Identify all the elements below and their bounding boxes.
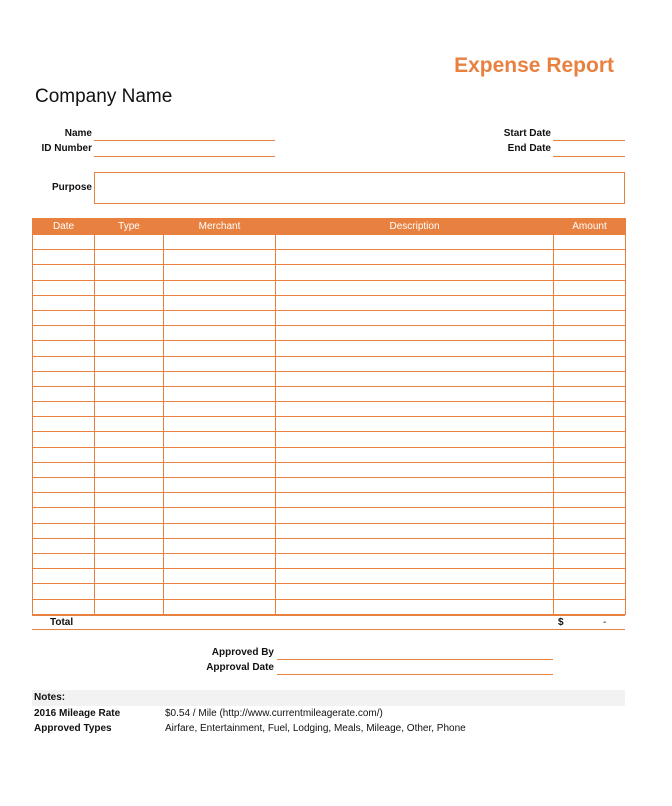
id-number-field[interactable] bbox=[94, 156, 275, 157]
cell-description[interactable] bbox=[276, 341, 554, 356]
mileage-rate-label: 2016 Mileage Rate bbox=[34, 708, 121, 719]
cell-date[interactable] bbox=[33, 371, 95, 386]
cell-type[interactable] bbox=[95, 523, 164, 538]
cell-description[interactable] bbox=[276, 326, 554, 341]
id-number-label: ID Number bbox=[41, 143, 92, 154]
table-row bbox=[33, 553, 626, 568]
cell-merchant[interactable] bbox=[164, 356, 276, 371]
cell-amount[interactable] bbox=[554, 280, 626, 295]
cell-date[interactable] bbox=[33, 569, 95, 584]
cell-merchant[interactable] bbox=[164, 493, 276, 508]
table-row bbox=[33, 462, 626, 477]
table-row bbox=[33, 417, 626, 432]
cell-description[interactable] bbox=[276, 250, 554, 265]
cell-merchant[interactable] bbox=[164, 402, 276, 417]
cell-amount[interactable] bbox=[554, 371, 626, 386]
cell-merchant[interactable] bbox=[164, 478, 276, 493]
cell-amount[interactable] bbox=[554, 478, 626, 493]
table-row bbox=[33, 493, 626, 508]
cell-date[interactable] bbox=[33, 280, 95, 295]
cell-description[interactable] bbox=[276, 538, 554, 553]
cell-merchant[interactable] bbox=[164, 250, 276, 265]
notes-heading: Notes: bbox=[34, 692, 66, 703]
col-header-amount: Amount bbox=[554, 219, 626, 235]
cell-date[interactable] bbox=[33, 538, 95, 553]
cell-merchant[interactable] bbox=[164, 265, 276, 280]
cell-date[interactable] bbox=[33, 523, 95, 538]
cell-type[interactable] bbox=[95, 295, 164, 310]
cell-date[interactable] bbox=[33, 235, 95, 250]
cell-description[interactable] bbox=[276, 265, 554, 280]
cell-type[interactable] bbox=[95, 493, 164, 508]
cell-type[interactable] bbox=[95, 402, 164, 417]
cell-date[interactable] bbox=[33, 493, 95, 508]
purpose-label: Purpose bbox=[51, 182, 92, 193]
cell-type[interactable] bbox=[95, 432, 164, 447]
approval-date-field[interactable] bbox=[277, 674, 553, 675]
table-row bbox=[33, 371, 626, 386]
cell-merchant[interactable] bbox=[164, 432, 276, 447]
start-date-label: Start Date bbox=[503, 128, 551, 139]
total-currency: $ bbox=[558, 617, 564, 628]
cell-description[interactable] bbox=[276, 417, 554, 432]
table-row bbox=[33, 523, 626, 538]
cell-merchant[interactable] bbox=[164, 310, 276, 325]
cell-description[interactable] bbox=[276, 462, 554, 477]
cell-merchant[interactable] bbox=[164, 417, 276, 432]
cell-description[interactable] bbox=[276, 493, 554, 508]
cell-description[interactable] bbox=[276, 310, 554, 325]
report-title: Expense Report bbox=[454, 54, 614, 77]
cell-amount[interactable] bbox=[554, 235, 626, 250]
cell-merchant[interactable] bbox=[164, 386, 276, 401]
cell-date[interactable] bbox=[33, 447, 95, 462]
cell-merchant[interactable] bbox=[164, 599, 276, 614]
cell-description[interactable] bbox=[276, 356, 554, 371]
col-header-type: Type bbox=[95, 219, 164, 235]
cell-merchant[interactable] bbox=[164, 280, 276, 295]
col-header-date: Date bbox=[33, 219, 95, 235]
cell-type[interactable] bbox=[95, 553, 164, 568]
cell-amount[interactable] bbox=[554, 310, 626, 325]
cell-amount[interactable] bbox=[554, 447, 626, 462]
cell-merchant[interactable] bbox=[164, 341, 276, 356]
approved-types-value: Airfare, Entertainment, Fuel, Lodging, Meals, Mileage, Other, Phone bbox=[165, 723, 466, 734]
cell-merchant[interactable] bbox=[164, 235, 276, 250]
cell-description[interactable] bbox=[276, 447, 554, 462]
notes-section bbox=[32, 690, 625, 706]
cell-type[interactable] bbox=[95, 235, 164, 250]
table-row bbox=[33, 478, 626, 493]
cell-amount[interactable] bbox=[554, 341, 626, 356]
cell-merchant[interactable] bbox=[164, 584, 276, 599]
cell-amount[interactable] bbox=[554, 569, 626, 584]
table-row bbox=[33, 447, 626, 462]
cell-amount[interactable] bbox=[554, 508, 626, 523]
table-row bbox=[33, 386, 626, 401]
cell-type[interactable] bbox=[95, 371, 164, 386]
start-date-field[interactable] bbox=[553, 140, 625, 141]
end-date-label: End Date bbox=[507, 143, 551, 154]
cell-type[interactable] bbox=[95, 538, 164, 553]
cell-description[interactable] bbox=[276, 371, 554, 386]
cell-type[interactable] bbox=[95, 326, 164, 341]
approved-types-label: Approved Types bbox=[34, 723, 112, 734]
cell-amount[interactable] bbox=[554, 326, 626, 341]
cell-amount[interactable] bbox=[554, 553, 626, 568]
total-row bbox=[32, 614, 625, 630]
cell-description[interactable] bbox=[276, 599, 554, 614]
table-row bbox=[33, 402, 626, 417]
expense-table bbox=[32, 218, 626, 615]
purpose-field[interactable] bbox=[94, 172, 625, 204]
cell-date[interactable] bbox=[33, 417, 95, 432]
cell-date[interactable] bbox=[33, 310, 95, 325]
cell-amount[interactable] bbox=[554, 417, 626, 432]
total-value: - bbox=[603, 617, 607, 628]
cell-description[interactable] bbox=[276, 569, 554, 584]
table-header-row bbox=[33, 219, 626, 235]
table-row bbox=[33, 356, 626, 371]
cell-merchant[interactable] bbox=[164, 295, 276, 310]
table-row bbox=[33, 538, 626, 553]
cell-description[interactable] bbox=[276, 235, 554, 250]
cell-amount[interactable] bbox=[554, 538, 626, 553]
cell-date[interactable] bbox=[33, 508, 95, 523]
cell-description[interactable] bbox=[276, 432, 554, 447]
cell-type[interactable] bbox=[95, 250, 164, 265]
cell-amount[interactable] bbox=[554, 432, 626, 447]
cell-date[interactable] bbox=[33, 265, 95, 280]
table-row bbox=[33, 265, 626, 280]
table-row bbox=[33, 508, 626, 523]
cell-amount[interactable] bbox=[554, 386, 626, 401]
cell-amount[interactable] bbox=[554, 356, 626, 371]
table-row bbox=[33, 280, 626, 295]
cell-date[interactable] bbox=[33, 402, 95, 417]
cell-amount[interactable] bbox=[554, 295, 626, 310]
cell-amount[interactable] bbox=[554, 523, 626, 538]
cell-type[interactable] bbox=[95, 341, 164, 356]
cell-date[interactable] bbox=[33, 326, 95, 341]
cell-description[interactable] bbox=[276, 478, 554, 493]
cell-date[interactable] bbox=[33, 386, 95, 401]
cell-merchant[interactable] bbox=[164, 462, 276, 477]
cell-description[interactable] bbox=[276, 523, 554, 538]
approved-by-label: Approved By bbox=[211, 647, 274, 658]
cell-type[interactable] bbox=[95, 569, 164, 584]
cell-amount[interactable] bbox=[554, 250, 626, 265]
table-row bbox=[33, 599, 626, 614]
cell-amount[interactable] bbox=[554, 462, 626, 477]
col-header-description: Description bbox=[276, 219, 554, 235]
cell-type[interactable] bbox=[95, 462, 164, 477]
table-row bbox=[33, 235, 626, 250]
cell-date[interactable] bbox=[33, 250, 95, 265]
cell-type[interactable] bbox=[95, 310, 164, 325]
cell-date[interactable] bbox=[33, 553, 95, 568]
cell-type[interactable] bbox=[95, 447, 164, 462]
cell-date[interactable] bbox=[33, 432, 95, 447]
cell-date[interactable] bbox=[33, 356, 95, 371]
cell-amount[interactable] bbox=[554, 493, 626, 508]
cell-description[interactable] bbox=[276, 508, 554, 523]
approved-by-field[interactable] bbox=[277, 659, 553, 660]
cell-merchant[interactable] bbox=[164, 371, 276, 386]
cell-description[interactable] bbox=[276, 280, 554, 295]
table-row bbox=[33, 432, 626, 447]
cell-merchant[interactable] bbox=[164, 553, 276, 568]
cell-merchant[interactable] bbox=[164, 538, 276, 553]
cell-date[interactable] bbox=[33, 341, 95, 356]
cell-merchant[interactable] bbox=[164, 326, 276, 341]
end-date-field[interactable] bbox=[553, 156, 625, 157]
cell-amount[interactable] bbox=[554, 402, 626, 417]
cell-type[interactable] bbox=[95, 508, 164, 523]
cell-merchant[interactable] bbox=[164, 508, 276, 523]
cell-type[interactable] bbox=[95, 599, 164, 614]
cell-type[interactable] bbox=[95, 265, 164, 280]
cell-merchant[interactable] bbox=[164, 569, 276, 584]
table-row bbox=[33, 584, 626, 599]
cell-merchant[interactable] bbox=[164, 523, 276, 538]
cell-description[interactable] bbox=[276, 402, 554, 417]
table-row bbox=[33, 310, 626, 325]
name-field[interactable] bbox=[94, 140, 275, 141]
company-name: Company Name bbox=[35, 86, 173, 107]
table-row bbox=[33, 326, 626, 341]
mileage-rate-value: $0.54 / Mile (http://www.currentmileagerate.com/) bbox=[165, 708, 383, 719]
cell-type[interactable] bbox=[95, 417, 164, 432]
approval-date-label: Approval Date bbox=[206, 662, 274, 673]
cell-type[interactable] bbox=[95, 280, 164, 295]
cell-date[interactable] bbox=[33, 295, 95, 310]
table-row bbox=[33, 250, 626, 265]
cell-date[interactable] bbox=[33, 584, 95, 599]
cell-merchant[interactable] bbox=[164, 447, 276, 462]
cell-description[interactable] bbox=[276, 553, 554, 568]
table-row bbox=[33, 295, 626, 310]
cell-amount[interactable] bbox=[554, 599, 626, 614]
table-row bbox=[33, 341, 626, 356]
cell-description[interactable] bbox=[276, 584, 554, 599]
cell-description[interactable] bbox=[276, 386, 554, 401]
cell-amount[interactable] bbox=[554, 584, 626, 599]
cell-type[interactable] bbox=[95, 356, 164, 371]
cell-type[interactable] bbox=[95, 478, 164, 493]
table-row bbox=[33, 569, 626, 584]
cell-date[interactable] bbox=[33, 462, 95, 477]
cell-type[interactable] bbox=[95, 584, 164, 599]
total-label: Total bbox=[50, 617, 74, 628]
cell-date[interactable] bbox=[33, 599, 95, 614]
name-label: Name bbox=[64, 128, 92, 139]
cell-date[interactable] bbox=[33, 478, 95, 493]
cell-description[interactable] bbox=[276, 295, 554, 310]
col-header-merchant: Merchant bbox=[164, 219, 276, 235]
cell-type[interactable] bbox=[95, 386, 164, 401]
cell-amount[interactable] bbox=[554, 265, 626, 280]
